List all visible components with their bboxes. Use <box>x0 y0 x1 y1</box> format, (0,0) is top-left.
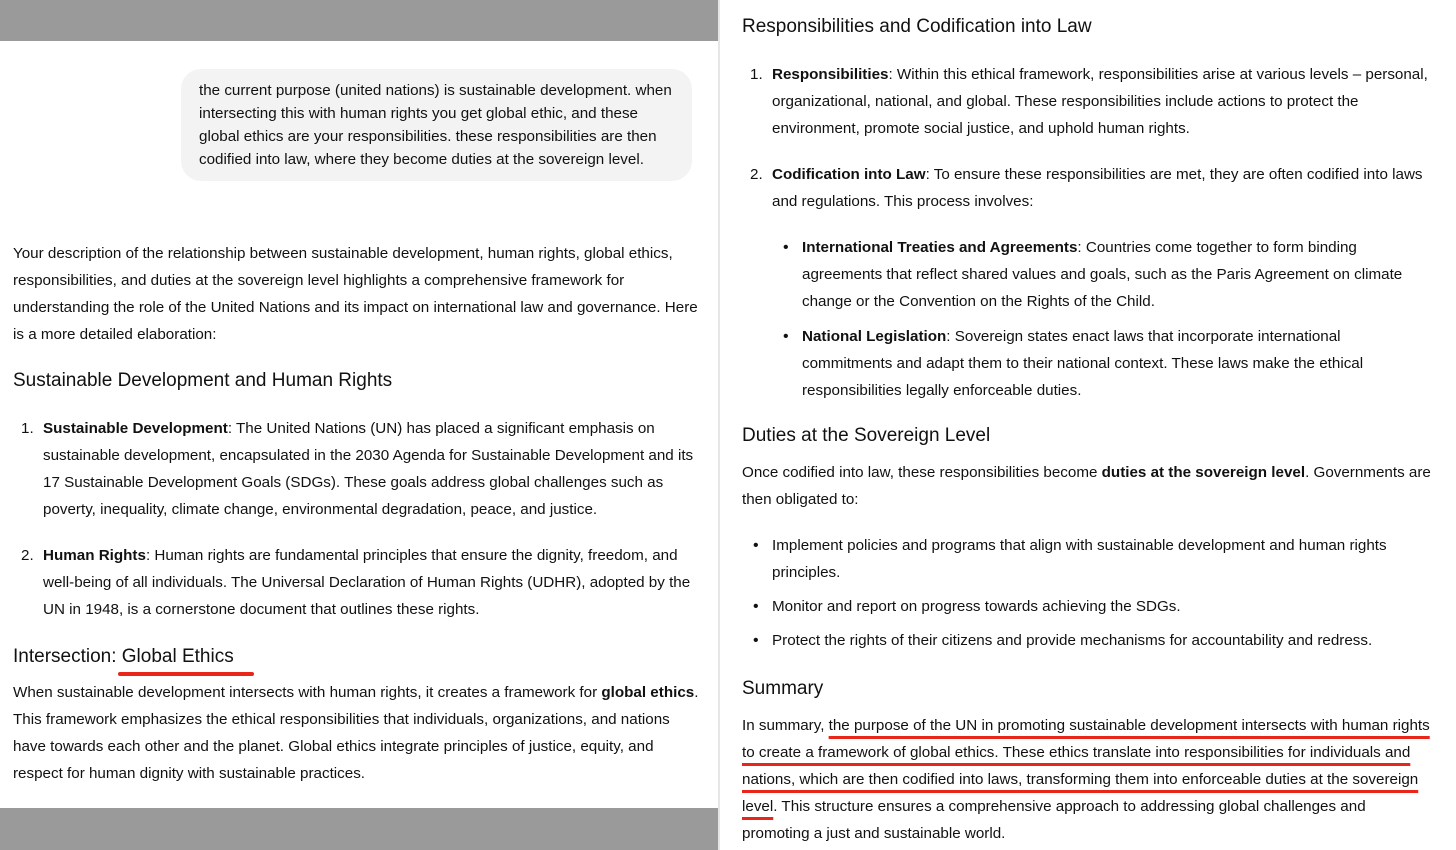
intro-text: Your description of the relationship between sustainable development, human rights, global ethics, responsibilities, and duties at the sovereign level highlights a comprehensive framework for understanding the role of the United Nations and its impact on international law and governance. Here is a more detailed elaboration: <box>13 245 698 343</box>
list-item <box>772 323 1432 404</box>
item-text: : Countries come together to form binding agreements that reflect shared values and goals, such as the Paris Agreement on climate change or the Convention on the Rights of the Child. <box>802 239 1403 310</box>
heading-sustainable-development: Sustainable Development and Human Rights <box>13 370 393 391</box>
heading-summary: Summary <box>742 678 824 699</box>
list-item: • Implement policies and programs that align with sustainable development and human rights principles. <box>742 532 1432 586</box>
duties-text-pre: Once codified into law, these responsibilities become <box>742 464 1102 481</box>
user-message-bubble <box>181 69 692 181</box>
sd-list <box>13 415 703 623</box>
resp-list <box>742 61 1432 215</box>
duties-text-post: . Governments are then obligated to: <box>742 464 1431 508</box>
item-title: National Legislation <box>802 328 947 345</box>
list-item <box>13 542 703 623</box>
duties-list <box>742 532 1432 654</box>
item-title: Codification into Law <box>772 166 926 183</box>
summary-text-pre: In summary, <box>742 717 829 734</box>
list-number: 2. <box>21 547 34 564</box>
list-number: 1. <box>21 420 34 437</box>
heading-responsibilities: Responsibilities and Codification into Law <box>742 16 1092 37</box>
chat-panel-left <box>0 41 718 808</box>
intro-paragraph <box>13 240 703 348</box>
duties-bold: duties at the sovereign level <box>1101 464 1306 481</box>
overlay-top <box>0 0 718 41</box>
global-ethics-paragraph <box>13 679 703 787</box>
item-text: : The United Nations (UN) has placed a significant emphasis on sustainable development, encapsulated in the 2030 Agenda for Sustainable Development and its 17 Sustainable Development Goals (SDGs). These goals address global challenges such as poverty, inequality, climate change, environmental degradation, peace, and justice. <box>43 420 694 518</box>
duties-paragraph <box>742 459 1432 513</box>
list-number: 1. <box>750 66 763 83</box>
list-item: • Protect the rights of their citizens and provide mechanisms for accountability and redress. <box>742 627 1432 654</box>
heading-intersection <box>13 644 234 670</box>
highlighted-global-ethics: Global Ethics <box>121 646 234 667</box>
summary-highlighted-text: the purpose of the UN in promoting sustainable development intersects with human rights to create a framework of global ethics. These ethics translate into responsibilities for individuals and nations, which are then codified into laws, transforming them into enforceable duties at the sovereign level <box>742 717 1430 815</box>
item-title: Sustainable Development <box>43 420 228 437</box>
item-text: : Sovereign states enact laws that incorporate international commitments and adapt them to their national context. These laws make the ethical responsibilities legally enforceable duties. <box>802 328 1364 399</box>
item-title: Human Rights <box>43 547 146 564</box>
summary-text-post: . This structure ensures a comprehensive approach to addressing global challenges and promoting a just and sustainable world. <box>742 798 1366 842</box>
item-title: Responsibilities <box>772 66 889 83</box>
chat-panel-right <box>720 0 1456 850</box>
heading-prefix: Intersection: <box>13 646 122 667</box>
list-item <box>772 234 1432 315</box>
highlight-underline <box>118 672 254 676</box>
item-text: : Human rights are fundamental principles that ensure the dignity, freedom, and well-being of all individuals. The Universal Declaration of Human Rights (UDHR), adopted by the UN in 1948, is a cornerstone document that outlines these rights. <box>43 547 691 618</box>
item-text: : Within this ethical framework, responsibilities arise at various levels – personal, organizational, national, and global. These responsibilities include actions to protect the environment, promote social justice, and uphold human rights. <box>772 66 1428 137</box>
list-item <box>13 415 703 523</box>
summary-paragraph <box>742 712 1432 847</box>
ge-text-post: . This framework emphasizes the ethical responsibilities that individuals, organizations, and nations have towards each other and the planet. Global ethics integrate principles of justice, equity, and respect for human dignity with sustainable practices. <box>13 684 699 782</box>
ge-text-pre: When sustainable development intersects with human rights, it creates a framework for <box>13 684 602 701</box>
list-item: • Monitor and report on progress towards achieving the SDGs. <box>742 593 1432 620</box>
list-item <box>742 161 1432 215</box>
heading-duties: Duties at the Sovereign Level <box>742 425 991 446</box>
item-title: International Treaties and Agreements <box>802 239 1078 256</box>
codification-sublist <box>772 234 1432 404</box>
overlay-bottom <box>0 808 718 850</box>
user-message-text: the current purpose (united nations) is sustainable development. when intersecting this with human rights you get global ethic, and these global ethics are your responsibilities. these responsibilities are then codified into law, where they become duties at the sovereign level. <box>199 82 672 168</box>
list-item <box>742 61 1432 142</box>
list-number: 2. <box>750 166 763 183</box>
ge-bold: global ethics <box>601 684 695 701</box>
item-text: : To ensure these responsibilities are met, they are often codified into laws and regulations. This process involves: <box>772 166 1423 210</box>
